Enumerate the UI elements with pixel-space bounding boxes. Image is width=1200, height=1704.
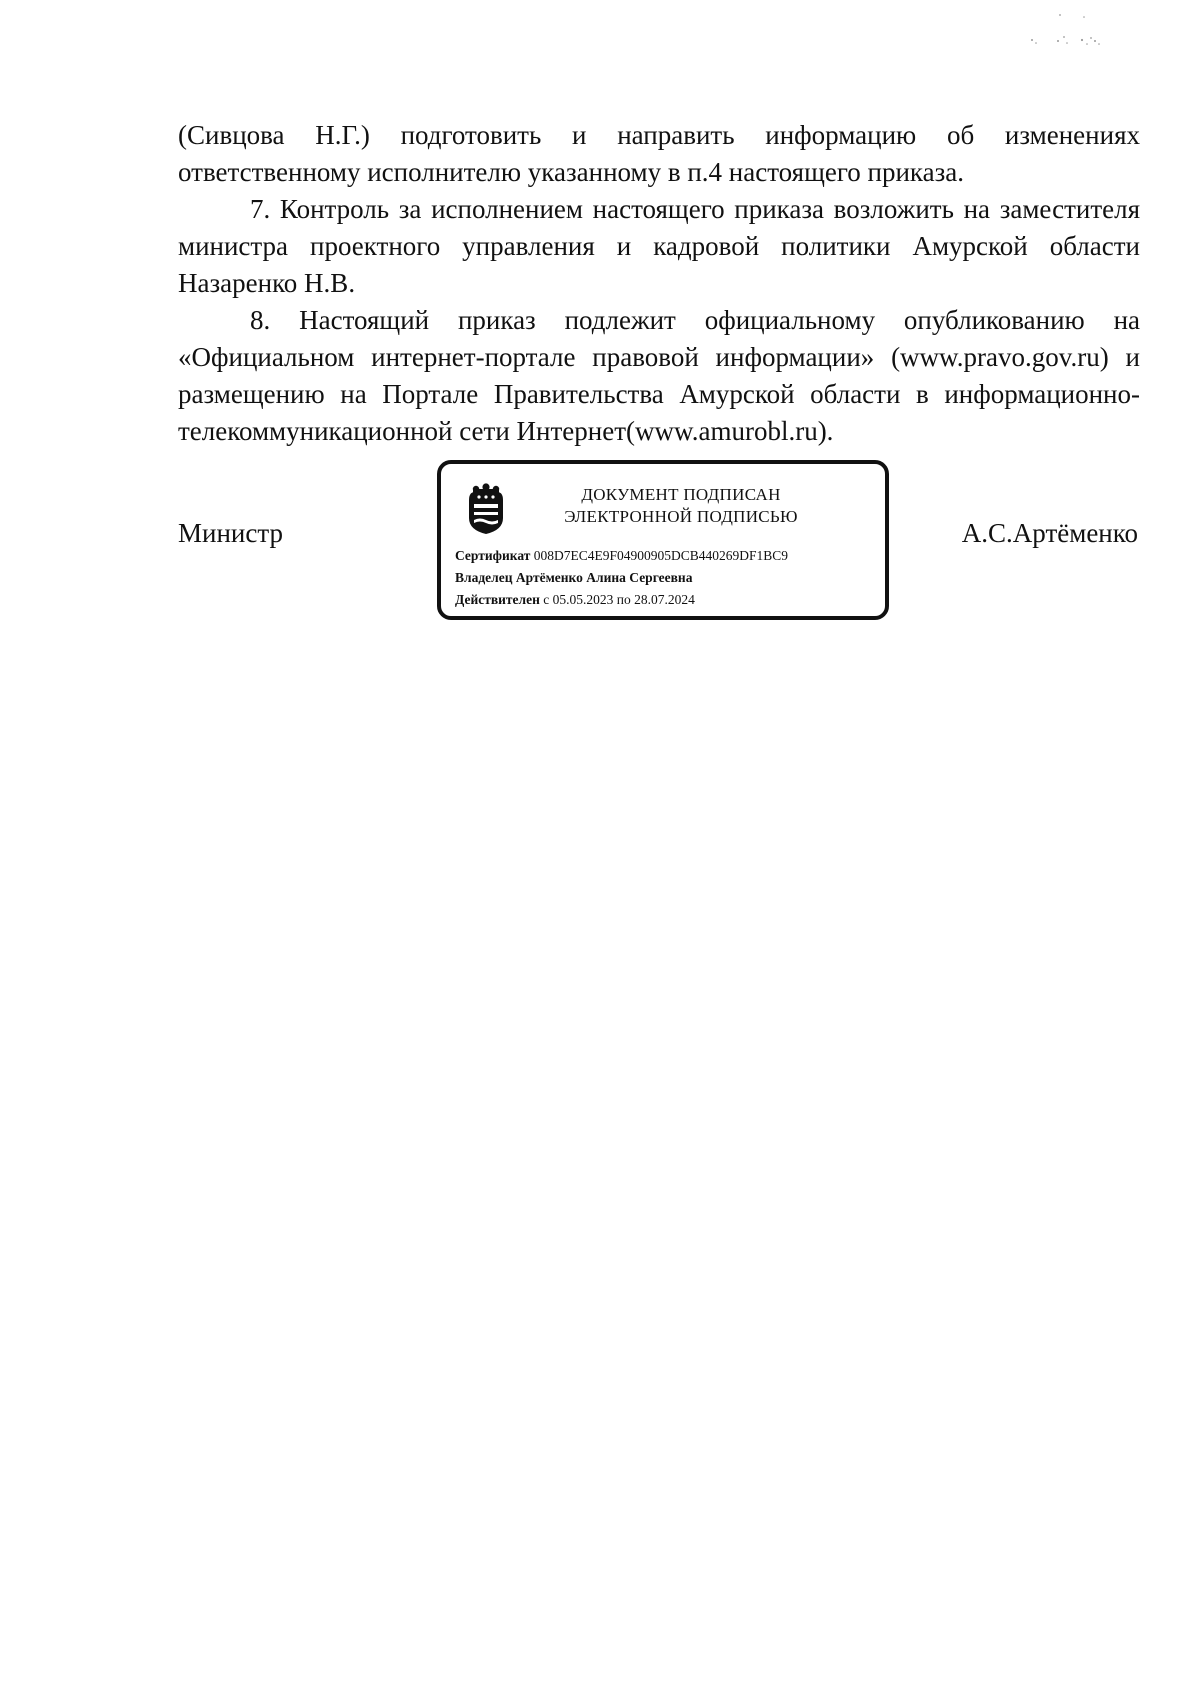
valid-to-label: по (616, 592, 631, 607)
scan-noise-marks (1020, 10, 1170, 65)
stamp-details (455, 545, 788, 611)
owner-value: Артёменко Алина Сергеевна (515, 570, 693, 585)
valid-from-label: с (543, 592, 550, 607)
stamp-header-line-1: ДОКУМЕНТ ПОДПИСАН (581, 485, 781, 504)
certificate-label: Сертификат (455, 548, 531, 563)
certificate-value: 008D7EC4E9F04900905DCB440269DF1BC9 (533, 548, 789, 563)
paragraph-6-continuation: (Сивцова Н.Г.) подготовить и направить информацию об изменениях ответственному исполнителю указанному в п.4 настоящего приказа. (178, 120, 1140, 187)
owner-label: Владелец (455, 570, 513, 585)
stamp-header (531, 484, 831, 528)
signer-position: Министр (178, 518, 283, 548)
stamp-header-line-2: ЭЛЕКТРОННОЙ ПОДПИСЬЮ (564, 507, 798, 526)
amur-region-coat-of-arms-icon (463, 482, 509, 536)
valid-label: Действителен (455, 592, 540, 607)
valid-to-date: 28.07.2024 (634, 592, 695, 607)
validity-line (455, 589, 788, 611)
paragraph-7: 7. Контроль за исполнением настоящего приказа возложить на заместителя министра проектного управления и кадровой политики Амурской области Назаренко Н.В. (178, 194, 1140, 298)
owner-line (455, 567, 788, 589)
paragraph-8: 8. Настоящий приказ подлежит официальному опубликованию на «Официальном интернет-портале правовой информации» (www.pravo.gov.ru) и размещению на Портале Правительства Амурской области в информационно-телекоммуникационной сети Интернет(www.amurobl.ru). (178, 305, 1140, 446)
valid-from-date: 05.05.2023 (552, 592, 614, 607)
signature-block (0, 460, 1200, 630)
certificate-line (455, 545, 788, 567)
order-text (178, 117, 1140, 450)
electronic-signature-stamp (437, 460, 889, 620)
signer-name: А.С.Артёменко (961, 518, 1138, 548)
